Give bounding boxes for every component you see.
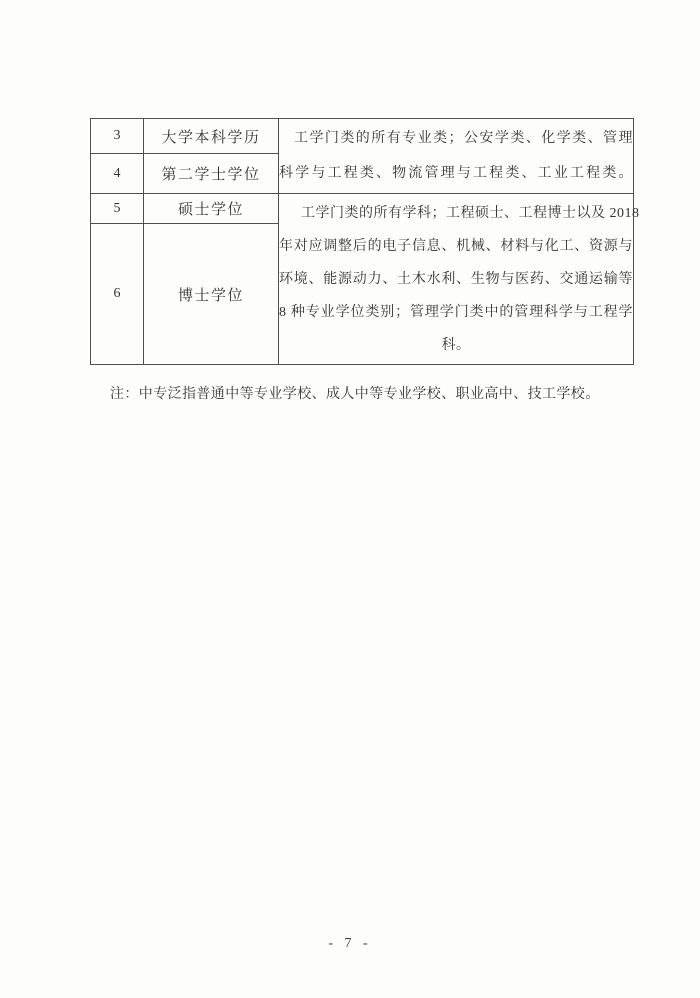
footnote: 注：中专泛指普通中等专业学校、成人中等专业学校、职业高中、技工学校。: [110, 387, 600, 402]
majors-line: 科。: [441, 337, 471, 353]
majors-cell-graduate: [279, 194, 640, 365]
majors-line: 科学与工程类、物流管理与工程类、工业工程类。: [279, 166, 633, 181]
degree-cell: 大学本科学历: [144, 119, 279, 154]
row-number-cell: 5: [91, 194, 144, 224]
row-number-cell: 6: [91, 224, 144, 365]
majors-line: 年对应调整后的电子信息、机械、材料与化工、资源与: [279, 238, 633, 254]
degree-cell: 硕士学位: [144, 194, 279, 224]
majors-cell-bachelor: [279, 119, 634, 194]
majors-line: 工学门类的所有学科；工程硕士、工程博士以及 2018: [301, 205, 640, 221]
degree-cell: 博士学位: [144, 224, 279, 365]
education-categories-table: [90, 118, 640, 365]
table-row: [91, 194, 634, 224]
degree-cell: 第二学士学位: [144, 154, 279, 194]
majors-line: 8 种专业学位类别；管理学门类中的管理科学与工程学: [279, 304, 633, 320]
table-row: [91, 119, 634, 154]
majors-line: 工学门类的所有专业类；公安学类、化学类、管理: [294, 131, 633, 146]
majors-line: 环境、能源动力、土木水利、生物与医药、交通运输等: [279, 271, 633, 287]
page-number: - 7 -: [328, 936, 372, 951]
row-number-cell: 3: [91, 119, 144, 154]
row-number-cell: 4: [91, 154, 144, 194]
